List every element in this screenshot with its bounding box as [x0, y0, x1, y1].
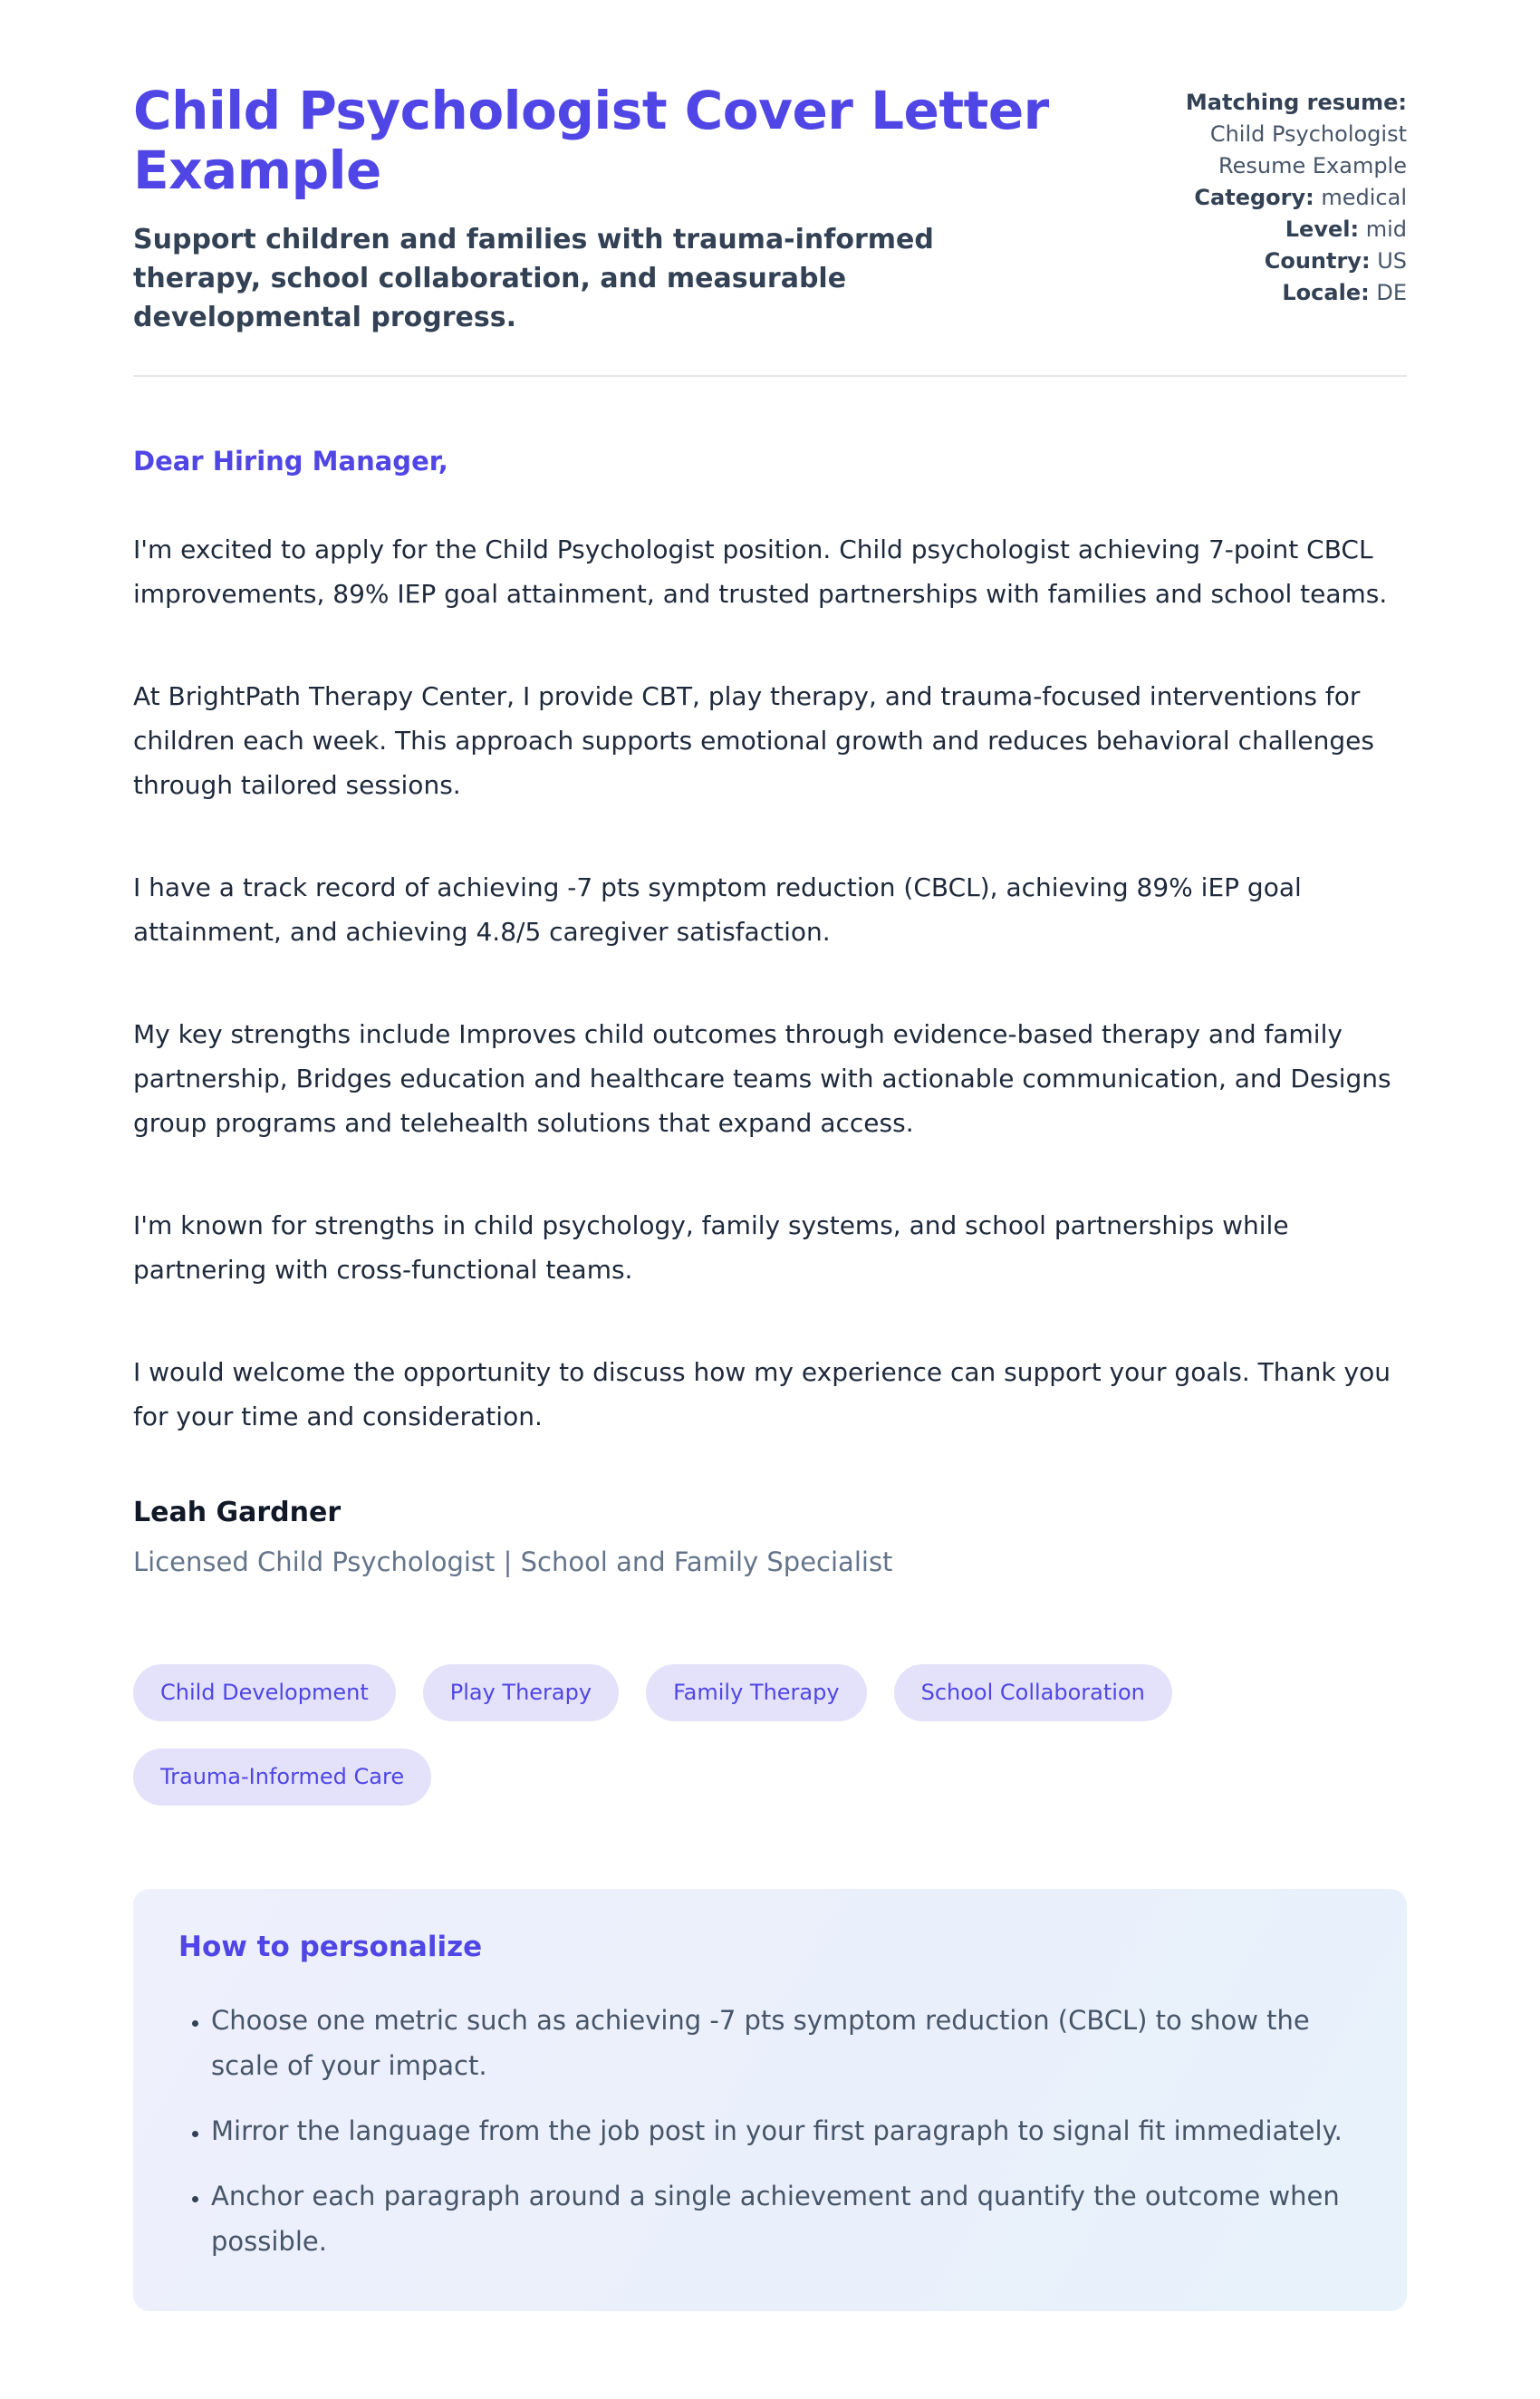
personalize-list [178, 1998, 1349, 2264]
letter-greeting: Dear Hiring Manager, [133, 446, 448, 477]
header-divider [133, 375, 1407, 377]
cover-letter-page [133, 0, 1407, 2393]
tag-play-therapy: Play Therapy [423, 1664, 619, 1721]
meta-category-label: Category: [1194, 185, 1314, 210]
letter-paragraph-1: I'm excited to apply for the Child Psychologist position. Child psychologist achieving 7-point CBCL improvements, 89% IEP goal attainment, and trusted partnerships with families and school teams. [133, 535, 1388, 610]
meta-matching-resume-label: Matching resume: [1185, 90, 1407, 115]
meta-country-label: Country: [1264, 248, 1371, 274]
tag-child-development: Child Development [133, 1664, 396, 1721]
tag-school-collaboration: School Collaboration [894, 1664, 1172, 1721]
signature-name: Leah Gardner [133, 1497, 342, 1529]
resume-meta-panel [1144, 82, 1407, 309]
meta-category [1144, 182, 1407, 214]
tag-trauma-informed-care: Trauma-Informed Care [133, 1749, 431, 1806]
tag-family-therapy: Family Therapy [646, 1664, 867, 1721]
signature-title: Licensed Child Psychologist | School and Family Specialist [133, 1546, 893, 1578]
tag-list [133, 1664, 1407, 1806]
meta-country-value: US [1377, 248, 1407, 274]
personalize-tip-1: • Choose one metric such as achieving -7 pts symptom reduction (CBCL) to show the scale of your impact. [211, 1998, 1349, 2088]
meta-matching-resume [1144, 87, 1407, 182]
letter-paragraph-5: I'm known for strengths in child psychology, family systems, and school partnerships while partnering with cross-functional teams. [133, 1210, 1289, 1286]
personalize-title: How to personalize [178, 1930, 483, 1963]
letter-body [133, 446, 1407, 1577]
meta-country [1144, 246, 1407, 277]
meta-level-label: Level: [1285, 217, 1360, 242]
personalize-tip-2: • Mirror the language from the job post in your first paragraph to signal fit immediately. [211, 2108, 1349, 2153]
meta-matching-resume-value[interactable]: Child Psychologist Resume Example [1209, 121, 1407, 178]
meta-level-value: mid [1365, 217, 1407, 242]
personalize-box [133, 1889, 1407, 2311]
header [133, 82, 1407, 337]
personalize-tip-3: • Anchor each paragraph around a single achievement and quantify the outcome when possible. [211, 2173, 1349, 2264]
letter-paragraph-3: I have a track record of achieving -7 pts symptom reduction (CBCL), achieving 89% iEP goal attainment, and achieving 4.8/5 caregiver satisfaction. [133, 872, 1302, 948]
meta-locale-label: Locale: [1282, 280, 1370, 305]
meta-category-value: medical [1321, 185, 1407, 210]
letter-paragraph-2: At BrightPath Therapy Center, I provide CBT, play therapy, and trauma-focused interventions for children each week. This approach supports emotional growth and reduces behavioral challenges through tailored sessions. [133, 681, 1374, 801]
letter-paragraph-4: My key strengths include Improves child outcomes through evidence-based therapy and family partnership, Bridges education and healthcare teams with actionable communication, and Designs group programs and telehealth solutions that expand access. [133, 1019, 1391, 1139]
page-title: Child Psychologist Cover Letter Example [133, 80, 1049, 201]
meta-locale-value: DE [1376, 280, 1407, 305]
letter-paragraph-6: I would welcome the opportunity to discuss how my experience can support your goals. Thank you for your time and consideration. [133, 1357, 1391, 1432]
header-text-block [133, 82, 1130, 337]
page-subtitle: Support children and families with trauma-informed therapy, school collaboration, and measurable developmental progress. [133, 224, 934, 334]
meta-level [1144, 214, 1407, 246]
meta-locale [1144, 277, 1407, 309]
